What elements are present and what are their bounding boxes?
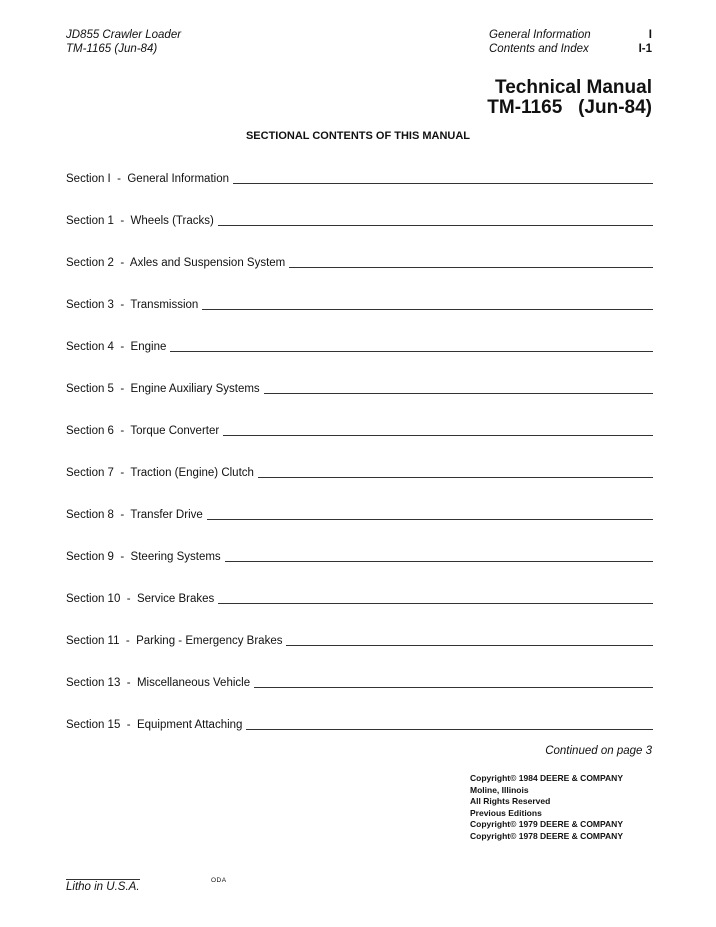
leader-line bbox=[286, 634, 653, 646]
leader-line bbox=[218, 592, 653, 604]
toc-row bbox=[66, 214, 653, 256]
footer-litho: Litho in U.S.A. bbox=[66, 881, 140, 893]
leader-line bbox=[223, 424, 653, 436]
toc-row bbox=[66, 592, 653, 634]
header-section-subtitle: Contents and Index bbox=[489, 43, 589, 55]
footer-divider bbox=[66, 879, 140, 880]
copyright-rights: All Rights Reserved bbox=[470, 796, 551, 806]
continued-note: Continued on page 3 bbox=[545, 745, 652, 757]
leader-line bbox=[202, 298, 653, 310]
toc-label: Section 9 - Steering Systems bbox=[66, 551, 221, 563]
leader-line bbox=[246, 718, 653, 730]
toc-row bbox=[66, 382, 653, 424]
copyright-location: Moline, Illinois bbox=[470, 784, 529, 795]
toc-label: Section 13 - Miscellaneous Vehicle bbox=[66, 677, 251, 689]
header-model: JD855 Crawler Loader bbox=[66, 29, 182, 41]
leader-line bbox=[225, 550, 653, 562]
toc-row bbox=[66, 256, 653, 298]
toc-row bbox=[66, 634, 653, 676]
toc-row bbox=[66, 466, 653, 508]
copyright-line: Copyright© 1978 DEERE & COMPANY bbox=[470, 830, 623, 841]
copyright-block bbox=[470, 773, 623, 842]
copyright-previous-editions: Previous Editions bbox=[470, 807, 542, 818]
header-left bbox=[66, 28, 181, 56]
leader-line bbox=[258, 466, 653, 478]
contents-heading: SECTIONAL CONTENTS OF THIS MANUAL bbox=[245, 130, 471, 142]
toc-label: Section 2 - Axles and Suspension System bbox=[66, 257, 286, 269]
header-section-name: General Information bbox=[489, 29, 591, 41]
leader-line bbox=[170, 340, 653, 352]
header-section-code: I bbox=[648, 29, 652, 41]
toc-label: Section 8 - Transfer Drive bbox=[66, 509, 203, 521]
toc-label: Section 7 - Traction (Engine) Clutch bbox=[66, 467, 254, 479]
toc-row bbox=[66, 340, 653, 382]
toc-row bbox=[66, 676, 653, 718]
copyright-line: Copyright© 1979 DEERE & COMPANY bbox=[470, 819, 623, 829]
toc-row bbox=[66, 550, 653, 592]
footer-code: ODA bbox=[211, 877, 227, 884]
toc-label: Section I - General Information bbox=[66, 173, 229, 185]
copyright-line: Copyright© 1984 DEERE & COMPANY bbox=[470, 773, 623, 783]
header-right bbox=[489, 28, 591, 56]
title-line-2: TM-1165 (Jun-84) bbox=[487, 97, 652, 118]
toc-label: Section 5 - Engine Auxiliary Systems bbox=[66, 383, 260, 395]
toc-label: Section 10 - Service Brakes bbox=[66, 593, 215, 605]
leader-line bbox=[207, 508, 653, 520]
toc-label: Section 1 - Wheels (Tracks) bbox=[66, 215, 214, 227]
toc-row bbox=[66, 508, 653, 550]
toc-row bbox=[66, 172, 653, 214]
toc-row bbox=[66, 424, 653, 466]
toc-row bbox=[66, 298, 653, 340]
header-page-number: I-1 bbox=[638, 43, 652, 55]
toc-label: Section 11 - Parking - Emergency Brakes bbox=[66, 635, 283, 647]
toc-label: Section 15 - Equipment Attaching bbox=[66, 719, 243, 731]
title-line-1: Technical Manual bbox=[495, 77, 652, 98]
manual-title bbox=[487, 78, 652, 118]
section-contents-list bbox=[66, 172, 653, 760]
leader-line bbox=[233, 172, 653, 184]
header-manual-number: TM-1165 (Jun-84) bbox=[66, 43, 158, 55]
header-page-code bbox=[639, 28, 652, 56]
leader-line bbox=[264, 382, 653, 394]
leader-line bbox=[254, 676, 653, 688]
toc-label: Section 6 - Torque Converter bbox=[66, 425, 220, 437]
toc-label: Section 4 - Engine bbox=[66, 341, 167, 353]
leader-line bbox=[289, 256, 653, 268]
toc-label: Section 3 - Transmission bbox=[66, 299, 199, 311]
leader-line bbox=[218, 214, 653, 226]
